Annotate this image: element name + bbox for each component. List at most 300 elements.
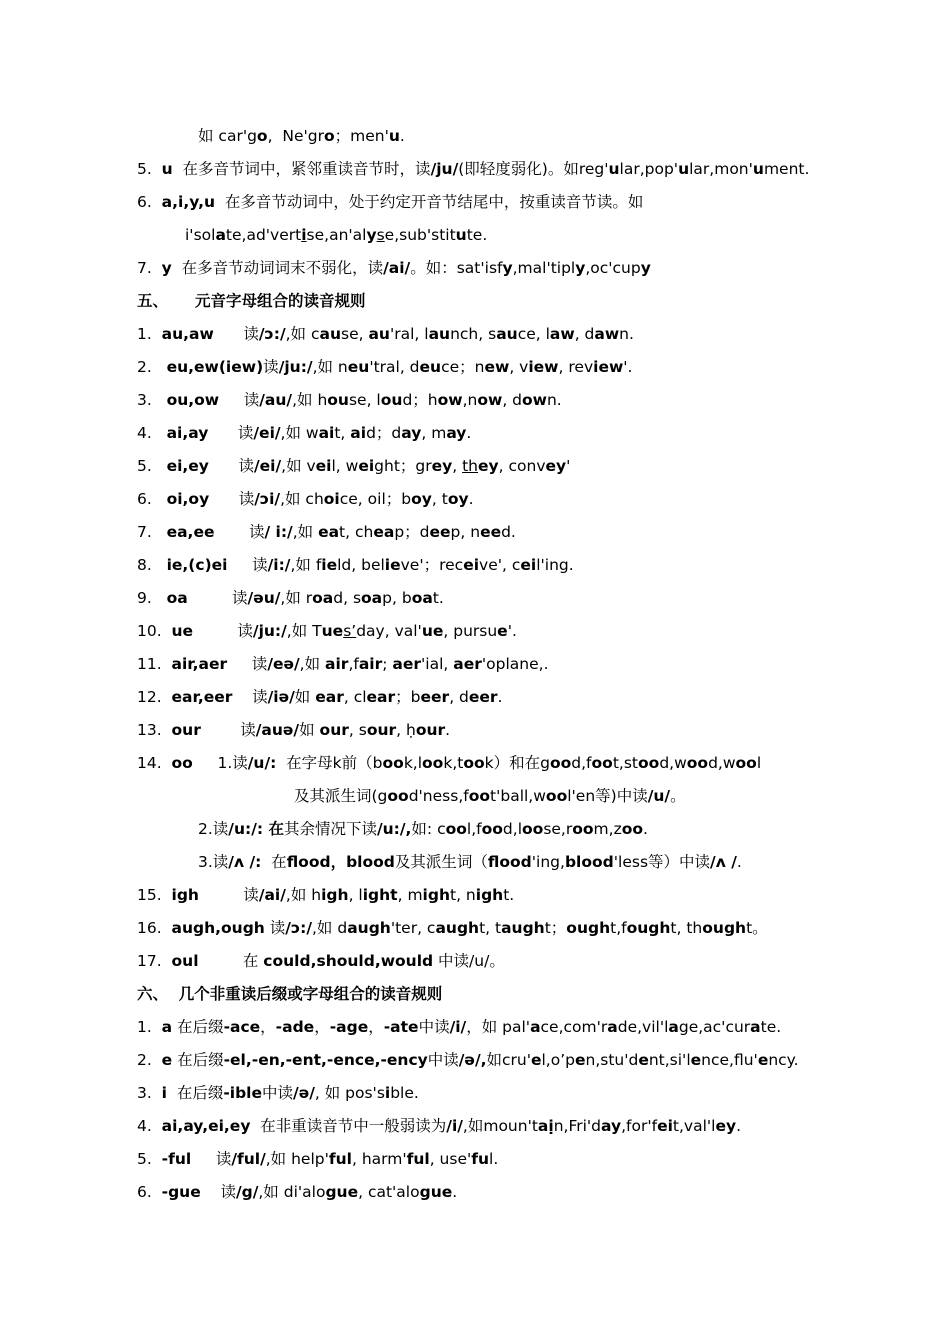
text-run: d,f: [571, 754, 592, 772]
bold-text-run: igh: [475, 886, 504, 904]
text-run: 读: [263, 358, 279, 376]
text-run: 在后缀: [172, 1051, 224, 1069]
text-run: ,如 r: [280, 589, 313, 607]
bold-text-run: -ible: [223, 1084, 263, 1102]
text-run: (即轻度弱化)。如reg': [458, 160, 609, 178]
bold-text-run: au: [496, 325, 518, 343]
bold-text-run: air: [358, 655, 383, 673]
bold-text-run: y: [161, 259, 172, 277]
bold-text-run: /g/: [235, 1183, 259, 1201]
bold-text-run: blood: [564, 853, 614, 871]
text-run: ,如: [292, 523, 319, 541]
bold-text-run: aw: [549, 325, 575, 343]
bold-text-run: i: [301, 226, 307, 244]
text-run: ld, bel: [337, 556, 385, 574]
text-line: [137, 489, 910, 509]
text-run: ght；gr: [374, 457, 432, 475]
text-run: .: [736, 1117, 742, 1135]
text-run: m,z: [593, 820, 622, 838]
text-run: ,如 n: [312, 358, 348, 376]
text-line: [137, 1149, 910, 1169]
text-run: , use': [429, 1150, 472, 1168]
text-run: t, t: [479, 919, 502, 937]
bold-text-run: augh,ough: [171, 919, 265, 937]
bold-text-run: ei: [520, 556, 537, 574]
bold-text-run: ue: [321, 622, 344, 640]
text-run: d'ness,f: [408, 787, 469, 805]
text-run: 中读: [427, 1051, 459, 1069]
text-run: 读: [191, 1150, 232, 1168]
bold-text-run: aị: [537, 1117, 554, 1135]
bold-text-run: oo: [468, 787, 491, 805]
text-line: [137, 159, 910, 179]
text-run: 10.: [137, 622, 172, 640]
text-run: k）和在g: [484, 754, 550, 772]
text-run: t, ch: [339, 523, 374, 541]
text-run: , s: [348, 721, 367, 739]
text-line: [137, 1050, 910, 1070]
text-line: [137, 192, 910, 212]
text-run: se,r: [543, 820, 573, 838]
bold-text-run: e: [497, 622, 508, 640]
bold-text-run: oul: [171, 952, 199, 970]
text-run: p, b: [382, 589, 412, 607]
bold-text-run: ie,(c)ei: [166, 556, 228, 574]
text-run: 在多音节动词中，处于约定开音节结尾中，按重读音节读。如: [215, 193, 644, 211]
text-run: t。: [746, 919, 768, 937]
text-run: 5.: [137, 1150, 162, 1168]
bold-text-run: oa: [361, 589, 383, 607]
text-run: ,如: [299, 655, 326, 673]
text-run: ce, l: [517, 325, 550, 343]
text-line: [137, 1017, 910, 1037]
bold-text-run: ey: [478, 457, 499, 475]
text-run: 'ral, l: [389, 325, 429, 343]
bold-text-run: ay: [446, 424, 467, 442]
bold-text-run: -ade: [275, 1018, 315, 1036]
text-run: k,l: [403, 754, 423, 772]
text-run: 'ing,: [531, 853, 565, 871]
text-run: 如: c: [411, 820, 446, 838]
bold-text-run: au: [368, 325, 390, 343]
bold-text-run: oo: [591, 754, 613, 772]
bold-text-run: igh: [321, 886, 349, 904]
text-run: k,t: [443, 754, 464, 772]
bold-text-run: ue: [421, 622, 444, 640]
text-run: 4.: [137, 424, 167, 442]
text-run: 3.: [137, 391, 167, 409]
bold-text-run: augh: [347, 919, 391, 937]
text-run: l.: [489, 1150, 499, 1168]
text-run: d.: [501, 523, 516, 541]
text-run: ，: [314, 1018, 330, 1036]
text-run: 及其派生词（: [394, 853, 488, 871]
bold-text-run: oy: [411, 490, 432, 508]
text-run: 6.: [137, 490, 167, 508]
text-run: 读: [200, 721, 256, 739]
text-run: 在多音节动词词末不弱化，读: [171, 259, 384, 277]
text-line: [185, 225, 910, 245]
text-line: [137, 621, 910, 641]
text-run: , 如 pos's: [314, 1084, 385, 1102]
bold-text-run: e: [574, 1051, 586, 1069]
bold-text-run: -ace: [223, 1018, 261, 1036]
bold-text-run: oa: [411, 589, 433, 607]
text-run: 'oplane,.: [481, 655, 549, 673]
text-run: ,如 h: [285, 886, 322, 904]
text-run: s’: [343, 622, 357, 640]
bold-text-run: ei: [358, 457, 375, 475]
text-run: 读: [232, 688, 268, 706]
bold-text-run: ie: [384, 556, 401, 574]
bold-text-run: eer: [420, 688, 450, 706]
text-line: [137, 258, 910, 278]
bold-text-run: augh: [435, 919, 480, 937]
bold-text-run: eu: [347, 358, 370, 376]
bold-text-run: a: [668, 1018, 679, 1036]
bold-text-run: eu: [419, 358, 442, 376]
text-run: 读: [227, 556, 268, 574]
text-run: 'ter, c: [390, 919, 436, 937]
text-line: [294, 786, 910, 806]
text-run: 如: [299, 721, 320, 739]
bold-text-run: au,aw: [161, 325, 214, 343]
text-run: ，如 pal': [466, 1018, 531, 1036]
text-run: .: [643, 820, 648, 838]
text-run: ve'；rec: [400, 556, 464, 574]
text-run: 读: [219, 391, 260, 409]
text-run: 'tral, d: [369, 358, 420, 376]
text-run: 如 car'g: [198, 127, 257, 145]
bold-text-run: ou: [380, 391, 403, 409]
bold-text-run: iew: [528, 358, 559, 376]
text-run: 1.: [137, 325, 162, 343]
text-run: te.: [466, 226, 488, 244]
bold-text-run: /ju/: [430, 160, 459, 178]
text-run: 15.: [137, 886, 172, 904]
bold-text-run: oo: [572, 820, 594, 838]
bold-text-run: ful: [328, 1150, 352, 1168]
bold-text-run: ou,ow: [166, 391, 220, 409]
text-run: .: [466, 424, 472, 442]
text-run: nch, s: [450, 325, 497, 343]
text-line: [137, 1083, 910, 1103]
bold-text-run: could,should,would: [263, 952, 434, 970]
bold-text-run: /ai/: [383, 259, 411, 277]
text-line: [137, 720, 910, 740]
bold-text-run: y: [575, 259, 586, 277]
text-run: ,如 help': [265, 1150, 329, 1168]
text-run: lar,mon': [689, 160, 753, 178]
bold-text-run: ou: [327, 391, 349, 409]
text-run: , Ne'gr: [267, 127, 324, 145]
bold-text-run: u: [455, 226, 467, 244]
bold-text-run: oo: [463, 754, 485, 772]
text-run: l: [756, 754, 762, 772]
text-run: , d: [502, 391, 523, 409]
text-line: [198, 126, 910, 146]
text-run: .: [468, 490, 474, 508]
text-run: 2.: [137, 1051, 162, 1069]
text-run: ,: [452, 457, 463, 475]
text-run: n.: [619, 325, 634, 343]
bold-text-run: our: [319, 721, 349, 739]
text-run: ,如 v: [281, 457, 316, 475]
text-run: de,vil'l: [617, 1018, 669, 1036]
text-run: nt,si'l: [648, 1051, 691, 1069]
text-line: [137, 522, 910, 542]
bold-text-run: flood: [487, 853, 532, 871]
bold-text-run: our: [415, 721, 446, 739]
text-run: day, val': [356, 622, 422, 640]
bold-text-run: ow: [477, 391, 503, 409]
text-run: 读: [214, 523, 265, 541]
text-run: t,st: [612, 754, 638, 772]
text-run: , v: [509, 358, 529, 376]
bold-text-run: a: [161, 1018, 173, 1036]
text-run: 在非重读音节中一般弱读为: [250, 1117, 447, 1135]
bold-text-run: /ai/: [258, 886, 286, 904]
text-run: '.: [623, 358, 633, 376]
text-run: 读: [193, 622, 253, 640]
bold-text-run: ear,eer: [171, 688, 233, 706]
bold-text-run: ey: [431, 457, 453, 475]
bold-text-run: augh: [501, 919, 545, 937]
text-run: 读: [198, 886, 259, 904]
text-run: p；d: [394, 523, 430, 541]
bold-text-run: ough: [702, 919, 747, 937]
text-run: 其余情况下读: [283, 820, 377, 838]
text-run: 2.读: [198, 820, 229, 838]
bold-text-run: ai: [318, 424, 335, 442]
bold-text-run: / i:/: [264, 523, 293, 541]
text-run: 及其派生词(g: [294, 787, 388, 805]
text-run: l, w: [331, 457, 359, 475]
bold-text-run: our: [171, 721, 201, 739]
text-line: [137, 1182, 910, 1202]
text-run: 读: [208, 457, 254, 475]
text-run: nce,flu': [701, 1051, 758, 1069]
text-run: 12.: [137, 688, 172, 706]
bold-text-run: -age: [329, 1018, 369, 1036]
text-run: n.: [546, 391, 562, 409]
text-run: e,sub'stit: [384, 226, 456, 244]
bold-text-run: ew: [484, 358, 510, 376]
bold-text-run: e: [638, 1051, 649, 1069]
text-run: ,如 f: [290, 556, 322, 574]
text-run: 中读: [418, 1018, 450, 1036]
text-run: t；: [544, 919, 567, 937]
text-run: ,for'f: [621, 1117, 658, 1135]
text-run: p, n: [450, 523, 481, 541]
text-run: ve', c: [479, 556, 521, 574]
bold-text-run: ea: [373, 523, 395, 541]
text-run: ；men': [334, 127, 389, 145]
text-run: 1.: [137, 1018, 162, 1036]
text-run: s: [376, 226, 385, 244]
bold-text-run: oo: [445, 820, 467, 838]
bold-text-run: /iə/: [267, 688, 295, 706]
text-run: t,val'l: [672, 1117, 716, 1135]
text-run: l,f: [466, 820, 482, 838]
bold-text-run: /ə/: [293, 1084, 315, 1102]
text-run: 1.读: [192, 754, 248, 772]
text-run: ,如 h: [292, 391, 328, 409]
text-run: 在后缀: [172, 1018, 224, 1036]
text-run: ': [566, 457, 571, 475]
text-run: , cl: [343, 688, 367, 706]
text-run: 。如：sat'isf: [410, 259, 503, 277]
bold-text-run: igh: [171, 886, 199, 904]
bold-text-run: -gue: [161, 1183, 201, 1201]
bold-text-run: e: [530, 1051, 542, 1069]
text-run: t, th: [670, 919, 703, 937]
bold-text-run: igh: [422, 886, 450, 904]
text-run: 7.: [137, 259, 162, 277]
bold-text-run: oa: [166, 589, 188, 607]
text-line: [137, 588, 910, 608]
bold-text-run: gue: [419, 1183, 453, 1201]
bold-text-run: ai: [350, 424, 367, 442]
text-run: ce, oil；b: [339, 490, 412, 508]
text-run: ce；n: [441, 358, 485, 376]
text-run: 如cru': [486, 1051, 531, 1069]
bold-text-run: u: [161, 160, 173, 178]
bold-text-run: -ate: [383, 1018, 419, 1036]
text-run: 2.: [137, 358, 167, 376]
text-run: se,an'al: [306, 226, 367, 244]
text-run: d,w: [708, 754, 736, 772]
bold-text-run: /ei/: [253, 457, 282, 475]
text-run: 16.: [137, 919, 172, 937]
bold-text-run: oy: [447, 490, 469, 508]
text-run: , d: [449, 688, 469, 706]
bold-text-run: oo: [621, 820, 644, 838]
text-run: l'en等)中读: [567, 787, 648, 805]
text-run: d,l: [502, 820, 522, 838]
text-run: ；b: [395, 688, 421, 706]
bold-text-run: ey: [545, 457, 567, 475]
bold-text-run: oo: [545, 787, 568, 805]
bold-text-run: a,i,y,u: [161, 193, 216, 211]
text-run: , ḥ: [396, 721, 416, 739]
text-run: 11.: [137, 655, 172, 673]
text-run: ,如 T: [286, 622, 322, 640]
text-run: 4.: [137, 1117, 162, 1135]
bold-text-run: ai,ay: [166, 424, 209, 442]
bold-text-run: u: [678, 160, 690, 178]
text-run: 。: [670, 787, 686, 805]
text-run: n,stu'd: [585, 1051, 639, 1069]
bold-text-run: oo: [481, 820, 503, 838]
bold-text-run: air,aer: [171, 655, 228, 673]
text-run: ,oc'cup: [585, 259, 641, 277]
bold-text-run: oo: [382, 754, 404, 772]
bold-text-run: /eə/: [267, 655, 300, 673]
bold-text-run: i: [384, 1084, 391, 1102]
text-run: .: [399, 127, 405, 145]
text-run: ;: [382, 655, 393, 673]
text-line: [137, 654, 910, 674]
text-run: 3.读: [198, 853, 229, 871]
text-line: [137, 687, 910, 707]
text-run: 13.: [137, 721, 172, 739]
text-run: d；h: [402, 391, 438, 409]
bold-text-run: ee: [429, 523, 451, 541]
bold-text-run: air: [325, 655, 349, 673]
text-run: ble.: [390, 1084, 419, 1102]
bold-text-run: e: [161, 1051, 173, 1069]
bold-text-run: gue: [325, 1183, 359, 1201]
text-run: 读: [209, 490, 255, 508]
bold-text-run: 六、 几个非重读后缀或字母组合的读音规则: [137, 985, 443, 1003]
bold-text-run: /ɔ:/: [258, 325, 286, 343]
bold-text-run: e: [690, 1051, 702, 1069]
bold-text-run: o: [256, 127, 268, 145]
bold-text-run: o: [323, 127, 335, 145]
bold-text-run: ai,ay,ei,ey: [161, 1117, 251, 1135]
text-line: [137, 918, 910, 938]
bold-text-run: au: [428, 325, 451, 343]
text-run: , cat'alo: [358, 1183, 420, 1201]
bold-text-run: -el,-en,-ent,-ence,-ency: [223, 1051, 428, 1069]
text-run: 6.: [137, 193, 162, 211]
text-run: ，: [368, 1018, 384, 1036]
bold-text-run: eu,ew(iew): [166, 358, 264, 376]
text-run: , conv: [498, 457, 546, 475]
text-run: d；d: [366, 424, 402, 442]
bold-text-run: ee: [480, 523, 502, 541]
bold-text-run: y: [502, 259, 513, 277]
text-line: [137, 357, 910, 377]
text-run: , m: [397, 886, 423, 904]
text-run: d, s: [333, 589, 362, 607]
bold-text-run: /ʌ /:: [228, 853, 262, 871]
bold-text-run: u: [608, 160, 620, 178]
bold-text-run: a: [215, 226, 226, 244]
text-line: [137, 423, 910, 443]
bold-text-run: oi: [323, 490, 340, 508]
text-run: ,如 w: [280, 424, 319, 442]
text-run: t.: [503, 886, 515, 904]
bold-text-run: /i/: [446, 1117, 463, 1135]
text-run: 读: [208, 424, 254, 442]
text-run: , m: [421, 424, 447, 442]
text-line: [137, 291, 910, 311]
bold-text-run: ay: [401, 424, 422, 442]
bold-text-run: /au/: [259, 391, 293, 409]
text-run: ,如moun't: [462, 1117, 538, 1135]
bold-text-run: /u/: [647, 787, 671, 805]
text-run: , rev: [558, 358, 594, 376]
bold-text-run: /əu/: [247, 589, 281, 607]
text-run: l'ing.: [536, 556, 574, 574]
bold-text-run: /ju:/: [278, 358, 313, 376]
text-line: [137, 984, 910, 1004]
bold-text-run: /ɔ:/: [285, 919, 312, 937]
text-run: ,如 ch: [280, 490, 324, 508]
bold-text-run: a: [530, 1018, 541, 1036]
text-run: i'sol: [185, 226, 216, 244]
bold-text-run: /i:/: [267, 556, 291, 574]
bold-text-run: ei: [657, 1117, 673, 1135]
text-run: ，: [260, 1018, 276, 1036]
text-run: , harm': [351, 1150, 407, 1168]
bold-text-run: oi,oy: [166, 490, 210, 508]
text-run: 7.: [137, 523, 167, 541]
text-line: [137, 324, 910, 344]
text-run: t.: [432, 589, 444, 607]
